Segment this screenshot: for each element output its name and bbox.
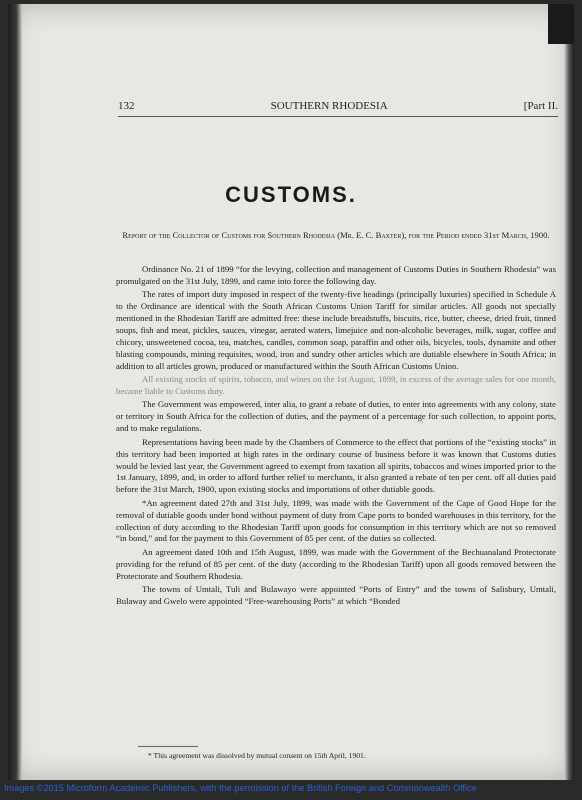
running-header <box>118 100 558 112</box>
paragraph: The rates of import duty imposed in respect of the twenty-five headings (principally luxuries) specified in Schedule A to the Ordinance are identical with the South African Customs Union Tariff for similar articles. All goods not specially mentioned in the Rhodesian Tariff are admitted free: these include breadstuffs, biscuits, rice, butter, cheese, dried fruit, tinned soups, fish and meat, pickles, sauces, vinegar, aerated waters, limejuice and non-alcoholic beverages, milk, sugar, coffee and chicory, unsweetened cocoa, tea, matches, candles, common soap, paraffin and other oils, bicycles, tools, dynamite and other blasting compounds, mining requisites, wood, iron and sundry other articles which are dutiable elsewhere in South Africa; in addition to all articles grown, produced or manufactured within the South African Customs Union. <box>116 289 556 371</box>
footnote: * This agreement was dissolved by mutual consent on 15th April, 1901. <box>148 751 366 760</box>
binding-bar <box>548 4 574 44</box>
paragraph: An agreement dated 10th and 15th August, 1899, was made with the Government of the Bechuanaland Protectorate providing for the refund of 85 per cent. of the duty (according to the Rhodesian Tariff) upon all goods removed between the Protectorate and Southern Rhodesia. <box>116 546 556 581</box>
footnote-rule <box>138 746 198 747</box>
report-heading: Report of the Collector of Customs for Southern Rhodesia (Mr. E. C. Baxter), for the Period ended 31st March, 1900. <box>122 230 550 240</box>
page-number: 132 <box>118 100 135 112</box>
copyright-notice: Images ©2015 Microform Academic Publishers, with the permission of the British Foreign and Commonwealth Office <box>4 783 477 793</box>
body-text <box>116 264 556 609</box>
paragraph: Ordinance No. 21 of 1899 “for the levying, collection and management of Customs Duties in Southern Rhodesia” was promulgated on the 31st July, 1899, and came into force the following day. <box>116 264 556 286</box>
part-label: [Part II. <box>523 100 558 112</box>
paragraph: The Government was empowered, inter alia, to grant a rebate of duties, to enter into agreements with any colony, state or territory in South Africa for the collection of duties, and the payment of a percentage for such collection, to appoint ports, and to make regulations. <box>116 399 556 434</box>
page-left-shadow <box>8 4 22 780</box>
running-title: SOUTHERN RHODESIA <box>270 100 388 112</box>
paragraph: Representations having been made by the Chambers of Commerce to the effect that portions of the “existing stocks” in this territory had been imported at high rates in the ordinary course of business before it was known that Customs duties would be levied last year, the Government agreed to exempt from taxation all spirits, tobaccos and wines imported prior to the 1st January, 1899, and, in order to afford further relief to merchants, it also granted a rebate of ten per cent. off all duties paid before the 31st March, 1900, upon existing stocks and importations of other dutiable goods. <box>116 436 556 495</box>
page-title: CUSTOMS. <box>225 182 357 207</box>
paragraph: The towns of Umtali, Tuli and Bulawayo were appointed “Ports of Entry” and the towns of Salisbury, Umtali, Bulaway and Gwelo were appointed “Free-warehousing Ports” at which “Bonded <box>116 584 556 606</box>
paragraph: *An agreement dated 27th and 31st July, 1899, was made with the Government of the Cape of Good Hope for the removal of dutiable goods under bond without payment of duty from Cape ports to bonded warehouses in this territory, for the collection of duty according to the Rhodesian Tariff upon goods for consumption in this territory which are not so removed “in bond,” and for the payment to this Government of 85 per cent. of the duties so collected. <box>116 497 556 544</box>
page-right-shadow <box>564 4 574 780</box>
document-page <box>8 4 574 780</box>
header-rule <box>118 116 558 117</box>
paragraph: All existing stocks of spirits, tobacco, and wines on the 1st August, 1899, in excess of the average sales for one month, became liable to Customs duty. <box>116 374 556 397</box>
